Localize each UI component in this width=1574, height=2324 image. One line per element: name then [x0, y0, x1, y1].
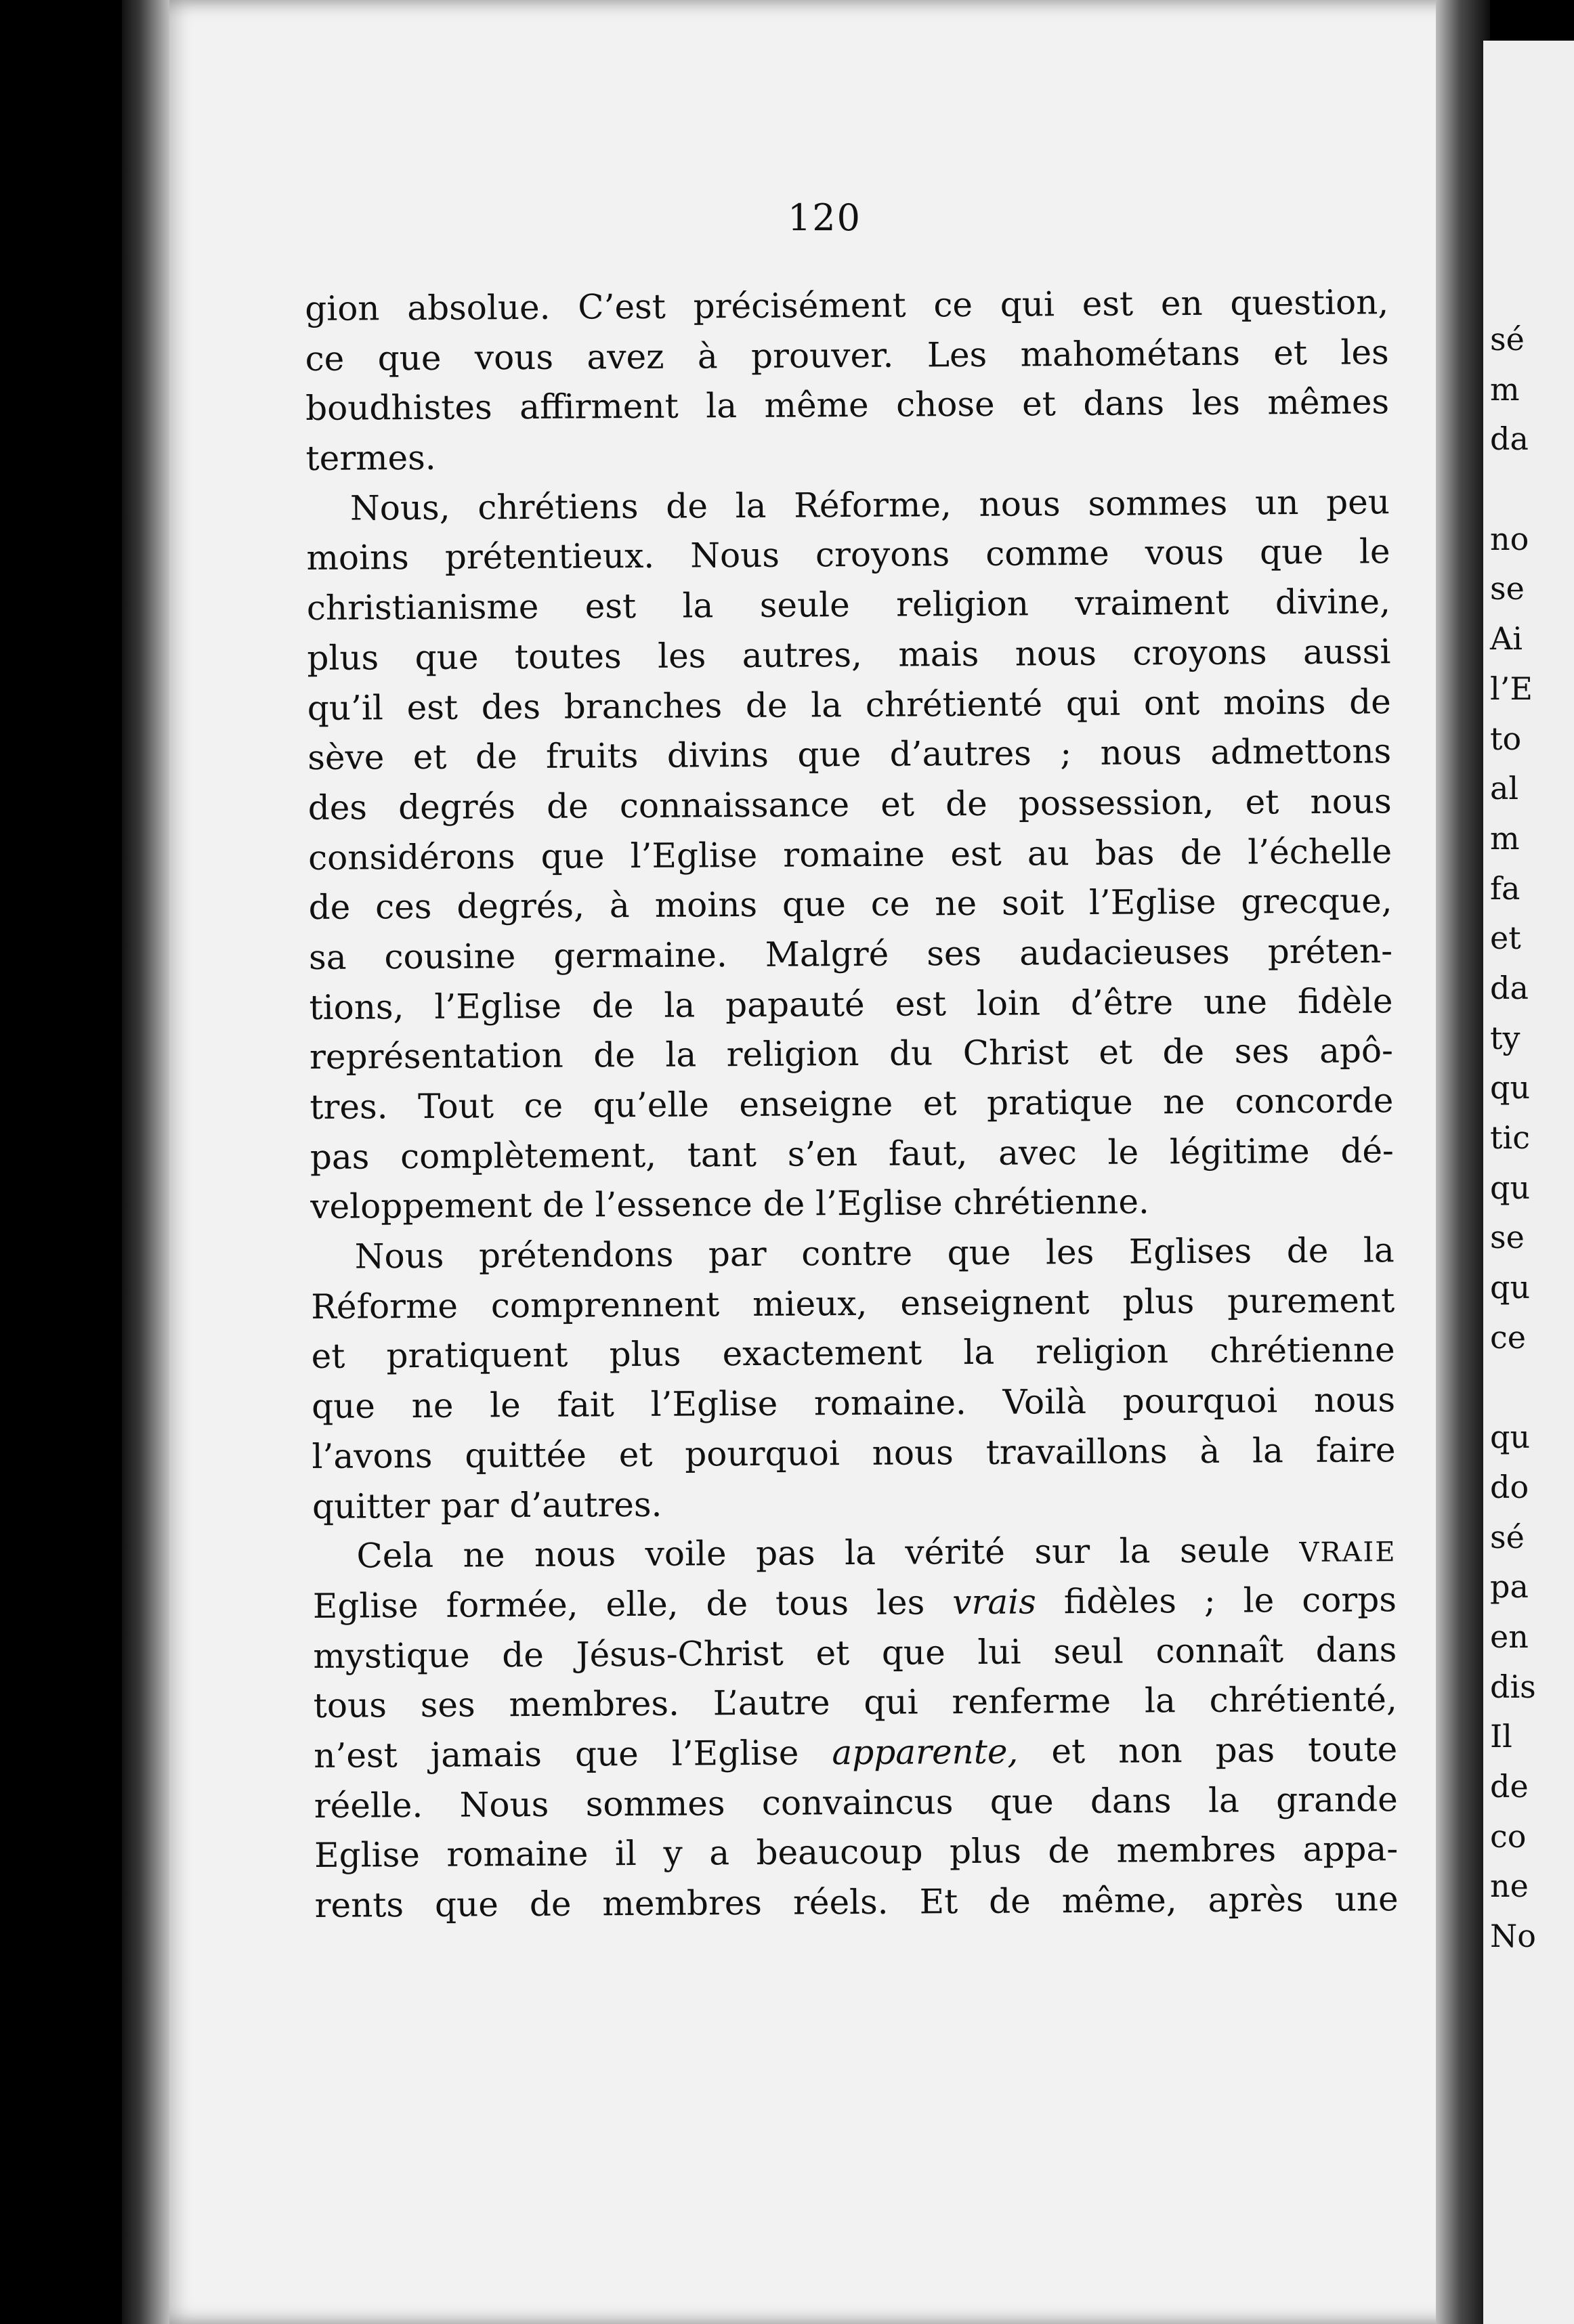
text-line [313, 1575, 1397, 1631]
book-left-edge-shadow [122, 0, 173, 2324]
next-page-edge [1483, 41, 1574, 2324]
text-line: rents que de membres réels. Et de même, après une [314, 1879, 1399, 1925]
text-line: gion absolue. C’est précisément ce qui est en question, [305, 282, 1389, 328]
book-gutter-shadow [1436, 0, 1490, 2324]
next-page-fragment: et [1490, 920, 1521, 957]
next-page-fragment: qu [1490, 1419, 1531, 1456]
next-page-fragment: en [1490, 1618, 1529, 1655]
next-page-fragment: da [1490, 969, 1529, 1006]
next-page-fragment: de [1490, 1767, 1529, 1805]
next-page-fragment: qu [1490, 1169, 1531, 1206]
next-page-fragment: m [1490, 819, 1520, 857]
next-page-fragment: qu [1490, 1069, 1531, 1106]
text-line: des degrés de connaissance et de possession, et nous [307, 781, 1392, 827]
text-line: boudhistes affirment la même chose et dans les mêmes [305, 382, 1390, 429]
text-line: termes. [305, 437, 436, 479]
next-page-fragment: ce [1490, 1318, 1526, 1356]
next-page-fragment: l’E [1490, 670, 1533, 707]
text-line: plus que toutes les autres, mais nous croyons aussi [307, 632, 1391, 678]
text-line: Eglise romaine il y a beaucoup plus de membres appa- [314, 1829, 1399, 1876]
text-line: représentation de la religion du Christ et de ses apô- [309, 1031, 1394, 1077]
text-line: que ne le fait l’Eglise romaine. Voilà pourquoi nous [311, 1380, 1396, 1427]
text-line: tres. Tout ce qu’elle enseigne et pratique ne concorde [310, 1081, 1394, 1127]
next-page-fragment: pa [1490, 1568, 1529, 1606]
next-page-fragment: tic [1490, 1119, 1530, 1156]
next-page-fragment: dis [1490, 1668, 1536, 1705]
next-page-fragment: ne [1490, 1868, 1529, 1905]
paragraph-first-line: Nous prétendons par contre que les Eglises de la [354, 1230, 1395, 1276]
next-page-fragment: No [1490, 1918, 1536, 1954]
italic-word: vrais [952, 1582, 1037, 1622]
paragraph-first-line: Nous, chrétiens de la Réforme, nous sommes un peu [349, 481, 1390, 528]
text-line: sève et de fruits divins que d’autres ; nous admettons [307, 731, 1392, 778]
next-page-fragment: se [1490, 1219, 1525, 1256]
text-line [314, 1725, 1397, 1781]
next-page-fragment: fa [1490, 869, 1520, 907]
next-page-fragment: do [1490, 1468, 1529, 1505]
text-line: Réforme comprennent mieux, enseignent plus purement [311, 1280, 1395, 1327]
next-page-fragment: se [1490, 570, 1525, 607]
text-line: tions, l’Eglise de la papauté est loin d’être une fidèle [309, 981, 1393, 1027]
paragraph-first-line [312, 1525, 1396, 1581]
text-line: tous ses membres. L’autre qui renferme la chrétienté, [313, 1679, 1397, 1726]
small-caps-word: VRAIE [1299, 1536, 1397, 1569]
next-page-fragment: da [1490, 421, 1529, 458]
text-line: ce que vous avez à prouver. Les mahométans et les [305, 332, 1389, 379]
book-page [169, 0, 1480, 2324]
text-line: réelle. Nous sommes convaincus que dans la grande [314, 1779, 1398, 1826]
next-page-fragment: m [1490, 370, 1520, 408]
text-line: de ces degrés, à moins que ce ne soit l’Eglise grecque, [308, 881, 1392, 928]
page-body-text [305, 278, 1399, 1931]
text-line: l’avons quittée et pourquoi nous travaillons à la faire [312, 1430, 1396, 1476]
text-fragment: Cela ne nous voile pas la vérité sur la seule [356, 1530, 1300, 1576]
next-page-fragment [1490, 1362, 1536, 1413]
page-number: 120 [787, 196, 862, 239]
text-line: moins prétentieux. Nous croyons comme vous que le [306, 532, 1390, 578]
text-fragment: et non pas toute [1018, 1729, 1398, 1771]
text-line: mystique de Jésus-Christ et que lui seul connaît dans [313, 1629, 1397, 1676]
next-page-fragment: co [1490, 1817, 1527, 1855]
next-page-text-fragments [1490, 315, 1536, 1962]
text-line: et pratiquent plus exactement la religion chrétienne [311, 1330, 1395, 1377]
text-line: considérons que l’Eglise romaine est au bas de l’échelle [307, 831, 1392, 878]
text-line: christianisme est la seule religion vraiment divine, [306, 582, 1391, 628]
next-page-fragment [1490, 465, 1536, 515]
text-fragment: fidèles ; le corps [1036, 1580, 1397, 1622]
next-page-fragment: sé [1490, 321, 1525, 358]
next-page-fragment: sé [1490, 1518, 1525, 1555]
next-page-fragment: Il [1490, 1718, 1512, 1755]
text-line: veloppement de l’essence de l’Eglise chrétienne. [310, 1182, 1150, 1227]
text-line: pas complètement, tant s’en faut, avec le légitime dé- [310, 1130, 1395, 1177]
text-line: quitter par d’autres. [312, 1484, 662, 1526]
next-page-fragment: ty [1490, 1019, 1520, 1056]
text-line: qu’il est des branches de la chrétienté qui ont moins de [307, 681, 1391, 728]
next-page-fragment: qu [1490, 1269, 1531, 1306]
next-page-fragment: no [1490, 520, 1529, 557]
next-page-fragment: to [1490, 720, 1522, 757]
italic-word: apparente, [832, 1731, 1019, 1773]
text-fragment: n’est jamais que l’Eglise [314, 1733, 832, 1776]
text-fragment: Eglise formée, elle, de tous les [312, 1583, 953, 1626]
next-page-fragment: Ai [1490, 620, 1523, 658]
next-page-fragment: al [1490, 770, 1519, 807]
text-line: sa cousine germaine. Malgré ses audacieuses préten- [308, 931, 1393, 977]
